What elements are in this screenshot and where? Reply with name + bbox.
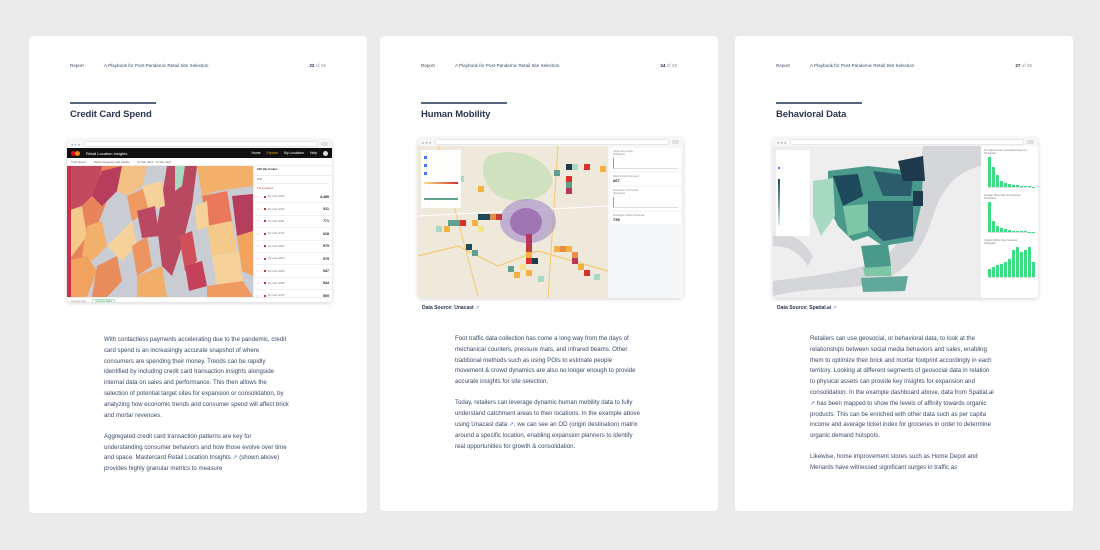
report-label: Report	[776, 63, 790, 68]
histogram-bar	[1012, 250, 1015, 277]
address-bar	[84, 141, 318, 147]
location-row: 6 Zip code 10013 575	[254, 253, 332, 265]
panel-search: Find	[257, 178, 329, 184]
histogram-bar	[1024, 250, 1027, 277]
body-text	[104, 335, 290, 486]
paragraph: Retailers can use geosocial, or behavioral data, to look at the relationships between social media behaviors and sales, enabling them to optimize their brick and mortar footprint accordingly in each territory. Looking at different segments of geosocial data in relation to physical assets can provide key insights for expansion and consolidation. In the example dashboard above, data from Spatial.ai ↗ has been mapped to show the levels of affinity towards organic products. This can be enriched with other data such as per capita income and average ticket index for groceries in order to determine organic demand hotspots.	[810, 335, 994, 440]
report-title: A Playbook for Post-Pandemic Retail Site Selection	[810, 63, 915, 68]
histogram-panel: Per capita income (estimated) frequency (histogram) Average Ticket Index for Groceries (histogram) Organic Affinity Index frequency (histogram)	[981, 146, 1038, 298]
metric-card: Origin Visit Counts (histogram)	[610, 148, 681, 171]
section-title: Human Mobility	[421, 109, 491, 120]
paragraph: Today, retailers can leverage dynamic human mobility data to fully understand catchment areas to their locations. In the example above using Unacast data ↗, we can see an OD (origin destination) matrix around a specific location, enabling expansion planners to identify real opportunities for growth & consolidation.	[455, 399, 640, 450]
histogram-bar	[1012, 185, 1015, 187]
zip-count: 100 Zip Codes	[257, 167, 278, 171]
paragraph: Likewise, home improvement stores such as Home Depot and Menards have witnessed significant surges in traffic as	[810, 453, 978, 472]
chart-title: Organic Affinity Index frequency	[984, 239, 1018, 242]
filter-metric: Total Spend	[71, 159, 86, 164]
location-row: 3 Zip code 10001 771	[254, 216, 332, 228]
running-header	[70, 63, 326, 68]
income-histogram	[988, 157, 1035, 188]
histogram-bar	[1008, 230, 1011, 232]
histogram-bar	[996, 175, 999, 187]
section-title: Credit Card Spend	[70, 109, 152, 120]
metric-card: Origin Visitors Surveyed 667	[610, 173, 681, 185]
section-rule	[776, 102, 862, 104]
histogram-bar	[1032, 262, 1035, 277]
histogram-bar	[1000, 181, 1003, 187]
nav-help: Help	[310, 151, 317, 155]
paragraph: With contactless payments accelerating due to the pandemic, credit card spend is an increasingly accurate snapshot of where consumers are spending their money. Trends can be rapidly identified by including credit card transaction insights alongside internal data on sales and performance. This then allows the selection of potential target sites for expansion or consolidation, by analyzing how economic trends and consumer spend will affect brick and mortar revenues.	[104, 336, 289, 419]
menu-icon	[321, 142, 328, 146]
histogram-bar	[1016, 247, 1019, 277]
histogram-bar	[1000, 264, 1003, 277]
window-dots-icon: ●●●	[422, 139, 433, 145]
histogram-bar	[1020, 186, 1023, 187]
report-page-22	[29, 36, 367, 513]
section-title: Behavioral Data	[776, 109, 847, 120]
report-page-24	[380, 36, 718, 511]
choropleth-map	[67, 166, 253, 297]
external-link-icon[interactable]: ↗	[475, 305, 480, 311]
nav-home: Home	[251, 151, 261, 155]
location-row: 5 Zip code 10007 579	[254, 241, 332, 253]
address-bar	[790, 139, 1024, 145]
histogram-bar	[1024, 231, 1027, 232]
report-page-27	[735, 36, 1073, 511]
data-source-caption: Data Source: Spatial.ai ↗	[777, 305, 837, 311]
external-link-icon[interactable]: ↗	[232, 454, 238, 462]
compare-dates-chip: Compare Dates	[92, 299, 115, 303]
behavioral-data-screenshot	[773, 138, 1038, 298]
location-row: 8 Zip code 10005 544	[254, 278, 332, 290]
retail-location-insights-screenshot	[67, 140, 332, 302]
filter-bar	[67, 158, 332, 166]
page-number: 27 of 36	[1015, 63, 1032, 68]
histogram-bar	[1016, 231, 1019, 232]
average-index-label: Average Index	[71, 299, 87, 302]
external-link-icon[interactable]: ↗	[810, 399, 816, 407]
histogram-bar	[1008, 184, 1011, 187]
histogram-bar	[988, 269, 991, 277]
app-nav	[67, 148, 332, 158]
histogram-bar	[996, 265, 999, 277]
histogram-bar	[992, 167, 995, 187]
histogram-bar	[1028, 247, 1031, 277]
chart-title: Average Ticket Index for Groceries	[984, 194, 1021, 197]
body-text	[810, 334, 996, 485]
histogram-bar	[1004, 183, 1007, 187]
top-locations-panel	[253, 166, 332, 297]
histogram-bar	[1000, 228, 1003, 232]
menu-icon	[1027, 140, 1034, 144]
histogram-bar	[1004, 229, 1007, 232]
histogram-bar	[1020, 231, 1023, 232]
browser-bar	[67, 140, 332, 148]
browser-bar	[773, 138, 1038, 146]
histogram-bar	[988, 157, 991, 187]
report-title: A Playbook for Post-Pandemic Retail Site Selection	[455, 63, 560, 68]
affinity-map	[773, 146, 981, 298]
location-row: 1 Zip code 10110 4,489	[254, 191, 332, 203]
histogram-bar	[1008, 259, 1011, 277]
human-mobility-screenshot	[418, 138, 683, 298]
nav-my-locations: My Locations	[284, 151, 305, 155]
chart-title: Per capita income (estimated) frequency	[984, 149, 1027, 152]
location-row: 9 Zip code 10174 509	[254, 290, 332, 302]
data-source-caption: Data Source: Unacast ↗	[422, 305, 480, 311]
section-rule	[70, 102, 156, 104]
external-link-icon[interactable]: ↗	[832, 305, 837, 311]
histogram-bar	[1028, 186, 1031, 187]
location-row: 2 Zip code 10118 911	[254, 203, 332, 215]
mastercard-logo-icon	[71, 151, 80, 156]
body-text	[455, 334, 641, 463]
page-number: 24 of 36	[660, 63, 677, 68]
running-header	[776, 63, 1032, 68]
histogram-bar	[1012, 231, 1015, 232]
histogram-bar	[988, 202, 991, 232]
location-row: 4 Zip code 10170 618	[254, 228, 332, 240]
od-matrix-map	[418, 146, 608, 298]
histogram-bar	[1024, 186, 1027, 187]
histogram-bar	[992, 221, 995, 232]
menu-icon	[672, 140, 679, 144]
paragraph: Aggregated credit card transaction patterns are key for understanding consumer behaviors and how those evolve over time and space. Mastercard Retail Location Insights ↗ (shown above) provides highly granular metrics to measure	[104, 432, 287, 473]
app-title: Retail Location Insights	[86, 150, 128, 156]
section-rule	[421, 102, 507, 104]
page-number: 22 of 36	[309, 63, 326, 68]
address-bar	[435, 139, 669, 145]
histogram-bar	[992, 267, 995, 277]
report-label: Report	[421, 63, 435, 68]
ticket-index-histogram	[988, 202, 1035, 233]
histogram-bar	[1020, 252, 1023, 277]
external-link-icon[interactable]: ↗	[508, 421, 514, 429]
report-title: A Playbook for Post-Pandemic Retail Site Selection	[104, 63, 209, 68]
filter-date: 01 Mar 2021 - 31 Mar 2021	[137, 159, 172, 164]
affinity-histogram	[988, 247, 1035, 278]
top-locations-header: Top Locations	[257, 187, 274, 190]
metric-card: Destination Visitors Surveyed 739	[610, 212, 681, 224]
running-header	[421, 63, 677, 68]
paragraph: Foot traffic data collection has come a long way from the days of mechanical counters, pressure mats, and infrared beams. Other traditional methods such as using POIs to estimate people movement & crowd dynamics are also no longer enough to provide accurate insights for site selection.	[455, 335, 636, 386]
nav-explore: Explore	[266, 151, 279, 155]
window-dots-icon: ●●●	[777, 139, 788, 145]
filter-category: Retail categories (all) eligible	[93, 159, 130, 164]
browser-bar	[418, 138, 683, 146]
histogram-bar	[1004, 262, 1007, 277]
window-dots-icon: ●●●	[71, 141, 82, 147]
metrics-panel	[608, 146, 683, 298]
histogram-bar	[996, 226, 999, 232]
histogram-bar	[1016, 185, 1019, 187]
report-label: Report	[70, 63, 84, 68]
metric-card: Destination Visit Counts (histogram)	[610, 187, 681, 210]
location-row: 7 Zip code 10036 547	[254, 265, 332, 277]
avatar	[323, 151, 328, 156]
